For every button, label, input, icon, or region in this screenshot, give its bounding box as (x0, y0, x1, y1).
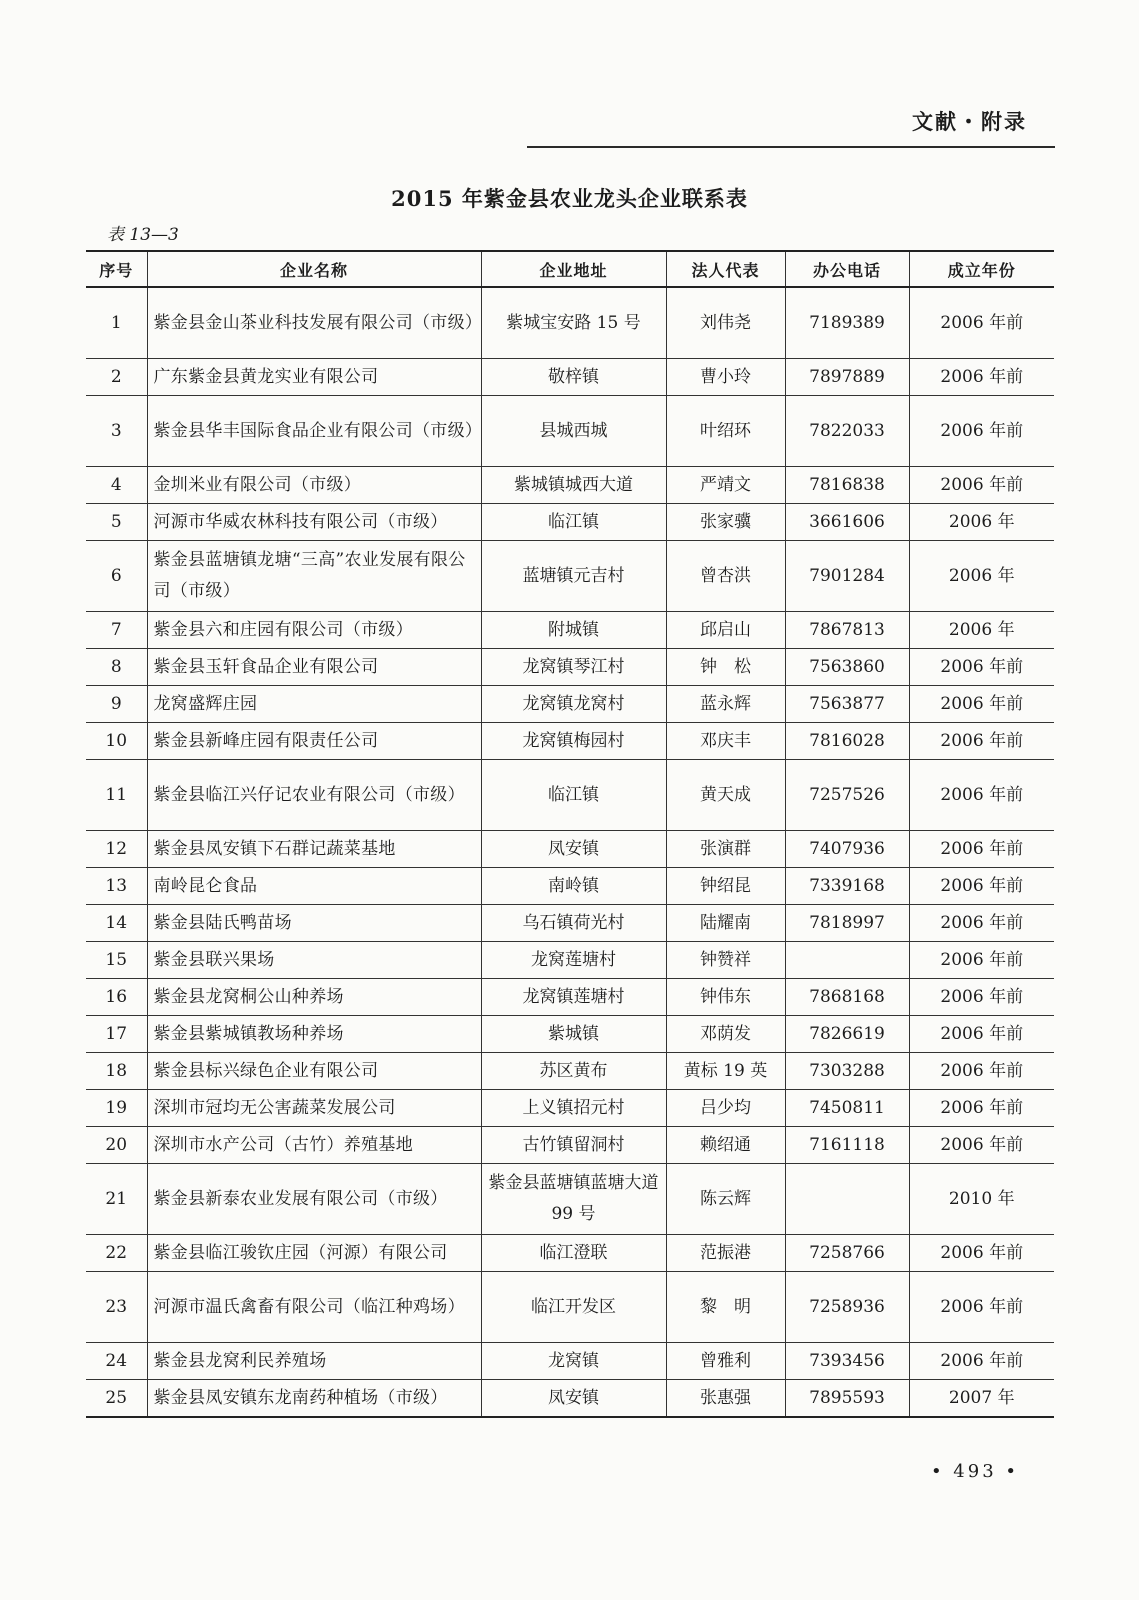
table-row (86, 831, 1054, 868)
row-index: 20 (86, 1127, 147, 1164)
table-row (86, 942, 1054, 979)
row-index: 25 (86, 1380, 147, 1418)
row-index: 18 (86, 1053, 147, 1090)
legal-representative: 刘伟尧 (666, 287, 785, 359)
page-number: • 493 • (930, 1461, 1019, 1482)
table-header-row (86, 251, 1054, 287)
table-row (86, 1272, 1054, 1343)
founded-year: 2006 年 (909, 612, 1054, 649)
table-row (86, 649, 1054, 686)
office-phone: 7818997 (785, 905, 909, 942)
legal-representative: 钟伟东 (666, 979, 785, 1016)
table-row (86, 1380, 1054, 1418)
founded-year: 2006 年前 (909, 868, 1054, 905)
table-row (86, 612, 1054, 649)
table-row (86, 1090, 1054, 1127)
enterprise-address: 紫城镇 (481, 1016, 666, 1053)
founded-year: 2006 年前 (909, 942, 1054, 979)
table-row (86, 868, 1054, 905)
founded-year: 2006 年前 (909, 649, 1054, 686)
enterprise-address: 紫城镇城西大道 (481, 467, 666, 504)
enterprise-address: 上义镇招元村 (481, 1090, 666, 1127)
enterprise-name: 紫金县龙窝利民养殖场 (147, 1343, 481, 1380)
enterprise-address: 龙窝镇龙窝村 (481, 686, 666, 723)
enterprise-address: 临江镇 (481, 504, 666, 541)
row-index: 14 (86, 905, 147, 942)
legal-representative: 范振港 (666, 1235, 785, 1272)
enterprise-address: 临江镇 (481, 760, 666, 831)
table-row (86, 1016, 1054, 1053)
legal-representative: 邓荫发 (666, 1016, 785, 1053)
table-label: 表 13—3 (107, 225, 179, 245)
table-row (86, 760, 1054, 831)
enterprise-name: 紫金县紫城镇教场种养场 (147, 1016, 481, 1053)
founded-year: 2006 年前 (909, 1272, 1054, 1343)
enterprise-address: 紫城宝安路 15 号 (481, 287, 666, 359)
office-phone: 7339168 (785, 868, 909, 905)
founded-year: 2006 年前 (909, 1235, 1054, 1272)
founded-year: 2006 年前 (909, 1053, 1054, 1090)
enterprise-name: 紫金县蓝塘镇龙塘“三高”农业发展有限公司（市级） (147, 541, 481, 612)
enterprise-name: 紫金县玉轩食品企业有限公司 (147, 649, 481, 686)
table-row (86, 504, 1054, 541)
enterprise-address: 龙窝镇梅园村 (481, 723, 666, 760)
founded-year: 2006 年前 (909, 760, 1054, 831)
enterprise-name: 紫金县华丰国际食品企业有限公司（市级） (147, 396, 481, 467)
office-phone: 7257526 (785, 760, 909, 831)
page-title: 2015 年紫金县农业龙头企业联系表 (391, 186, 748, 211)
founded-year: 2006 年前 (909, 359, 1054, 396)
column-header-name: 企业名称 (147, 251, 481, 287)
legal-representative: 钟绍昆 (666, 868, 785, 905)
founded-year: 2006 年前 (909, 905, 1054, 942)
enterprise-name: 紫金县凤安镇东龙南药种植场（市级） (147, 1380, 481, 1418)
row-index: 19 (86, 1090, 147, 1127)
legal-representative: 黎 明 (666, 1272, 785, 1343)
legal-representative: 张家骥 (666, 504, 785, 541)
office-phone: 7407936 (785, 831, 909, 868)
column-header-address: 企业地址 (481, 251, 666, 287)
legal-representative: 邱启山 (666, 612, 785, 649)
legal-representative: 陆耀南 (666, 905, 785, 942)
legal-representative: 曾杏洪 (666, 541, 785, 612)
office-phone: 7450811 (785, 1090, 909, 1127)
column-header-year: 成立年份 (909, 251, 1054, 287)
legal-representative: 吕少均 (666, 1090, 785, 1127)
table-row (86, 1343, 1054, 1380)
founded-year: 2006 年前 (909, 831, 1054, 868)
row-index: 17 (86, 1016, 147, 1053)
founded-year: 2007 年 (909, 1380, 1054, 1418)
column-header-index: 序号 (86, 251, 147, 287)
enterprise-name: 紫金县标兴绿色企业有限公司 (147, 1053, 481, 1090)
enterprise-name: 紫金县临江兴仔记农业有限公司（市级） (147, 760, 481, 831)
office-phone: 7826619 (785, 1016, 909, 1053)
row-index: 10 (86, 723, 147, 760)
row-index: 5 (86, 504, 147, 541)
founded-year: 2006 年前 (909, 396, 1054, 467)
enterprise-address: 敬梓镇 (481, 359, 666, 396)
enterprise-name: 紫金县新峰庄园有限责任公司 (147, 723, 481, 760)
founded-year: 2006 年前 (909, 287, 1054, 359)
enterprise-name: 紫金县金山茶业科技发展有限公司（市级） (147, 287, 481, 359)
enterprise-name: 南岭昆仑食品 (147, 868, 481, 905)
office-phone: 7816838 (785, 467, 909, 504)
row-index: 3 (86, 396, 147, 467)
legal-representative: 曹小玲 (666, 359, 785, 396)
office-phone: 7258766 (785, 1235, 909, 1272)
row-index: 22 (86, 1235, 147, 1272)
founded-year: 2006 年前 (909, 686, 1054, 723)
enterprise-contact-table (86, 250, 1054, 1418)
row-index: 15 (86, 942, 147, 979)
section-header: 文献・附录 (912, 110, 1027, 134)
founded-year: 2006 年前 (909, 1127, 1054, 1164)
office-phone: 7816028 (785, 723, 909, 760)
enterprise-name: 紫金县临江骏钦庄园（河源）有限公司 (147, 1235, 481, 1272)
enterprise-address: 龙窝镇 (481, 1343, 666, 1380)
table-row (86, 723, 1054, 760)
enterprise-name: 河源市温氏禽畜有限公司（临江种鸡场） (147, 1272, 481, 1343)
enterprise-address: 附城镇 (481, 612, 666, 649)
enterprise-address: 临江澄联 (481, 1235, 666, 1272)
legal-representative: 陈云辉 (666, 1164, 785, 1235)
table-row (86, 396, 1054, 467)
legal-representative: 叶绍环 (666, 396, 785, 467)
legal-representative: 钟赞祥 (666, 942, 785, 979)
legal-representative: 黄标 19 英 (666, 1053, 785, 1090)
office-phone (785, 942, 909, 979)
legal-representative: 张演群 (666, 831, 785, 868)
office-phone: 7822033 (785, 396, 909, 467)
table-row (86, 359, 1054, 396)
enterprise-name: 广东紫金县黄龙实业有限公司 (147, 359, 481, 396)
enterprise-address: 南岭镇 (481, 868, 666, 905)
founded-year: 2006 年前 (909, 979, 1054, 1016)
legal-representative: 张惠强 (666, 1380, 785, 1418)
legal-representative: 赖绍通 (666, 1127, 785, 1164)
table-row (86, 1053, 1054, 1090)
column-header-rep: 法人代表 (666, 251, 785, 287)
enterprise-name: 紫金县新泰农业发展有限公司（市级） (147, 1164, 481, 1235)
enterprise-name: 紫金县龙窝桐公山种养场 (147, 979, 481, 1016)
row-index: 4 (86, 467, 147, 504)
table-row (86, 1164, 1054, 1235)
enterprise-address: 古竹镇留洞村 (481, 1127, 666, 1164)
row-index: 12 (86, 831, 147, 868)
row-index: 11 (86, 760, 147, 831)
legal-representative: 黄天成 (666, 760, 785, 831)
enterprise-name: 紫金县联兴果场 (147, 942, 481, 979)
row-index: 1 (86, 287, 147, 359)
row-index: 23 (86, 1272, 147, 1343)
enterprise-name: 紫金县六和庄园有限公司（市级） (147, 612, 481, 649)
founded-year: 2006 年前 (909, 723, 1054, 760)
table-body (86, 287, 1054, 1417)
enterprise-name: 深圳市冠均无公害蔬菜发展公司 (147, 1090, 481, 1127)
column-header-phone: 办公电话 (785, 251, 909, 287)
office-phone: 7897889 (785, 359, 909, 396)
enterprise-name: 龙窝盛辉庄园 (147, 686, 481, 723)
founded-year: 2006 年前 (909, 1343, 1054, 1380)
office-phone: 7161118 (785, 1127, 909, 1164)
founded-year: 2006 年 (909, 541, 1054, 612)
office-phone: 7393456 (785, 1343, 909, 1380)
founded-year: 2006 年前 (909, 467, 1054, 504)
row-index: 9 (86, 686, 147, 723)
office-phone: 7189389 (785, 287, 909, 359)
table-row (86, 1235, 1054, 1272)
enterprise-name: 深圳市水产公司（古竹）养殖基地 (147, 1127, 481, 1164)
row-index: 16 (86, 979, 147, 1016)
enterprise-address: 龙窝莲塘村 (481, 942, 666, 979)
office-phone: 7895593 (785, 1380, 909, 1418)
founded-year: 2006 年前 (909, 1016, 1054, 1053)
office-phone: 7563877 (785, 686, 909, 723)
office-phone: 7867813 (785, 612, 909, 649)
enterprise-address: 龙窝镇莲塘村 (481, 979, 666, 1016)
row-index: 8 (86, 649, 147, 686)
office-phone: 7868168 (785, 979, 909, 1016)
office-phone: 3661606 (785, 504, 909, 541)
enterprise-address: 乌石镇荷光村 (481, 905, 666, 942)
enterprise-address: 县城西城 (481, 396, 666, 467)
table-row (86, 1127, 1054, 1164)
row-index: 7 (86, 612, 147, 649)
office-phone: 7303288 (785, 1053, 909, 1090)
enterprise-address: 龙窝镇琴江村 (481, 649, 666, 686)
office-phone: 7563860 (785, 649, 909, 686)
header-rule (527, 146, 1055, 148)
enterprise-address: 凤安镇 (481, 831, 666, 868)
founded-year: 2006 年前 (909, 1090, 1054, 1127)
office-phone (785, 1164, 909, 1235)
table-row (86, 287, 1054, 359)
enterprise-address: 蓝塘镇元吉村 (481, 541, 666, 612)
table-row (86, 467, 1054, 504)
enterprise-address: 紫金县蓝塘镇蓝塘大道 99 号 (481, 1164, 666, 1235)
row-index: 13 (86, 868, 147, 905)
enterprise-name: 紫金县凤安镇下石群记蔬菜基地 (147, 831, 481, 868)
enterprise-name: 紫金县陆氏鸭苗场 (147, 905, 481, 942)
row-index: 24 (86, 1343, 147, 1380)
row-index: 2 (86, 359, 147, 396)
founded-year: 2006 年 (909, 504, 1054, 541)
office-phone: 7901284 (785, 541, 909, 612)
row-index: 6 (86, 541, 147, 612)
enterprise-address: 苏区黄布 (481, 1053, 666, 1090)
table-row (86, 979, 1054, 1016)
legal-representative: 严靖文 (666, 467, 785, 504)
table-row (86, 686, 1054, 723)
founded-year: 2010 年 (909, 1164, 1054, 1235)
office-phone: 7258936 (785, 1272, 909, 1343)
legal-representative: 曾雅利 (666, 1343, 785, 1380)
legal-representative: 邓庆丰 (666, 723, 785, 760)
enterprise-address: 凤安镇 (481, 1380, 666, 1418)
enterprise-name: 河源市华威农林科技有限公司（市级） (147, 504, 481, 541)
enterprise-name: 金圳米业有限公司（市级） (147, 467, 481, 504)
table-row (86, 905, 1054, 942)
legal-representative: 蓝永辉 (666, 686, 785, 723)
enterprise-address: 临江开发区 (481, 1272, 666, 1343)
legal-representative: 钟 松 (666, 649, 785, 686)
row-index: 21 (86, 1164, 147, 1235)
table-row (86, 541, 1054, 612)
